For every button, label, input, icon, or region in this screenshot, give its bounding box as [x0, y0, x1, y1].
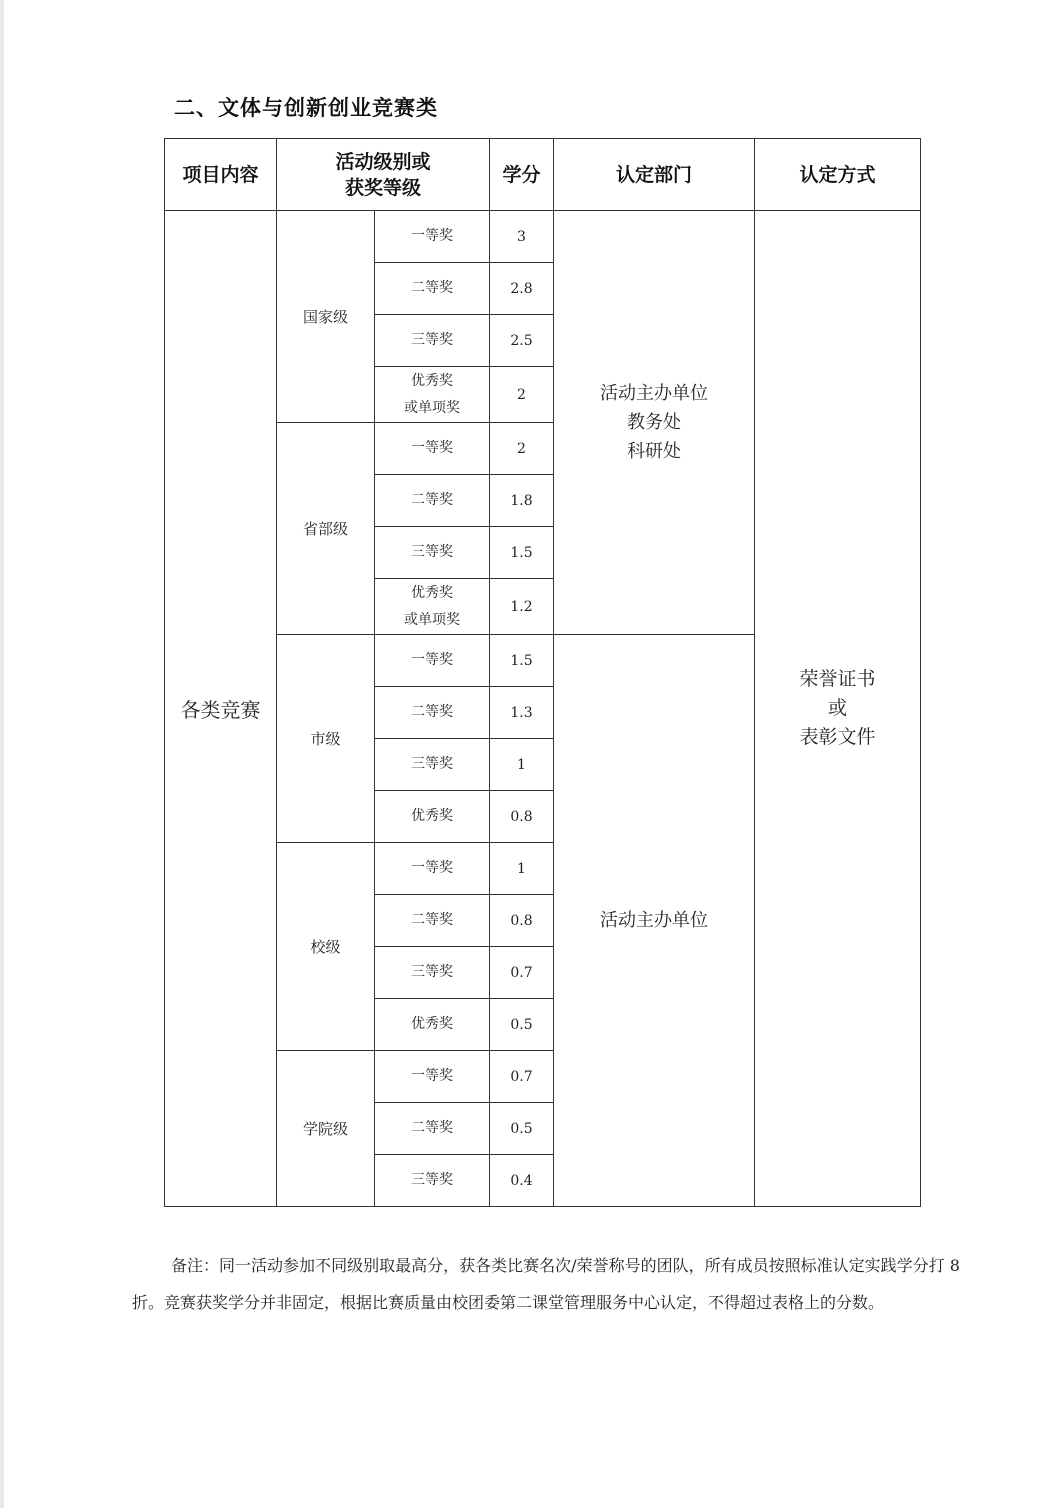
- method-line1: 荣誉证书: [799, 668, 876, 690]
- award-line2: 或单项奖: [404, 399, 460, 416]
- level-city: 市级: [277, 635, 375, 843]
- credit-cell: 0.5: [490, 1103, 554, 1155]
- award-cell: 优秀奖: [375, 999, 490, 1051]
- award-cell: 一等奖: [375, 211, 490, 263]
- credit-cell: 3: [490, 211, 554, 263]
- award-cell: 三等奖: [375, 315, 490, 367]
- header-method: 认定方式: [755, 139, 921, 211]
- header-credit: 学分: [490, 139, 554, 211]
- credit-cell: 1.5: [490, 635, 554, 687]
- credit-cell: 1.2: [490, 579, 554, 635]
- credit-cell: 2: [490, 423, 554, 475]
- award-cell: 二等奖: [375, 475, 490, 527]
- credit-cell: 0.7: [490, 1051, 554, 1103]
- award-cell: 三等奖: [375, 947, 490, 999]
- award-cell: 三等奖: [375, 527, 490, 579]
- method-line3: 表彰文件: [799, 726, 876, 748]
- header-row: [165, 139, 921, 211]
- level-school: 校级: [277, 843, 375, 1051]
- credit-cell: 0.8: [490, 895, 554, 947]
- level-provincial: 省部级: [277, 423, 375, 635]
- footnote: 备注：同一活动参加不同级别取最高分，获各类比赛名次/荣誉称号的团队，所有成员按照标准认定实践学分打 8 折。竞赛获奖学分并非固定，根据比赛质量由校团委第二课堂管理服务中心认定，不得超过表格上的分数。: [132, 1256, 960, 1312]
- award-cell: 一等奖: [375, 1051, 490, 1103]
- award-cell: 优秀奖: [375, 791, 490, 843]
- credit-cell: 2: [490, 367, 554, 423]
- header-level: [277, 139, 490, 211]
- dept-upper-line3: 科研处: [627, 441, 682, 462]
- award-cell: 三等奖: [375, 739, 490, 791]
- credit-cell: 1.5: [490, 527, 554, 579]
- credit-cell: 1: [490, 843, 554, 895]
- dept-upper-cell: [554, 211, 755, 635]
- award-cell: 二等奖: [375, 1103, 490, 1155]
- header-level-line1: 活动级别或: [335, 150, 431, 173]
- credits-table: [164, 138, 921, 1207]
- award-cell: 二等奖: [375, 895, 490, 947]
- header-item: 项目内容: [165, 139, 277, 211]
- award-cell: 一等奖: [375, 423, 490, 475]
- dept-lower-cell: 活动主办单位: [554, 635, 755, 1207]
- item-cell: 各类竞赛: [165, 211, 277, 1207]
- credit-cell: 1.3: [490, 687, 554, 739]
- award-cell: 一等奖: [375, 635, 490, 687]
- award-cell: 二等奖: [375, 263, 490, 315]
- section-heading: 二、文体与创新创业竞赛类: [174, 96, 438, 120]
- credit-cell: 2.5: [490, 315, 554, 367]
- header-dept: 认定部门: [554, 139, 755, 211]
- award-cell: 三等奖: [375, 1155, 490, 1207]
- award-cell: [375, 367, 490, 423]
- award-cell: 二等奖: [375, 687, 490, 739]
- level-college: 学院级: [277, 1051, 375, 1207]
- method-line2: 或: [828, 697, 848, 719]
- page-edge: [0, 0, 4, 1508]
- credit-cell: 0.5: [490, 999, 554, 1051]
- award-line1: 优秀奖: [411, 372, 453, 389]
- level-national: 国家级: [277, 211, 375, 423]
- table-row: [165, 211, 921, 263]
- award-cell: 一等奖: [375, 843, 490, 895]
- credit-cell: 0.8: [490, 791, 554, 843]
- credit-cell: 1.8: [490, 475, 554, 527]
- dept-upper-line1: 活动主办单位: [600, 383, 709, 404]
- credit-cell: 0.4: [490, 1155, 554, 1207]
- credit-cell: 0.7: [490, 947, 554, 999]
- method-cell: [755, 211, 921, 1207]
- award-cell: [375, 579, 490, 635]
- dept-upper-line2: 教务处: [627, 412, 682, 433]
- award-line1: 优秀奖: [411, 584, 453, 601]
- credit-cell: 1: [490, 739, 554, 791]
- credit-cell: 2.8: [490, 263, 554, 315]
- header-level-line2: 获奖等级: [345, 176, 422, 199]
- award-line2: 或单项奖: [404, 611, 460, 628]
